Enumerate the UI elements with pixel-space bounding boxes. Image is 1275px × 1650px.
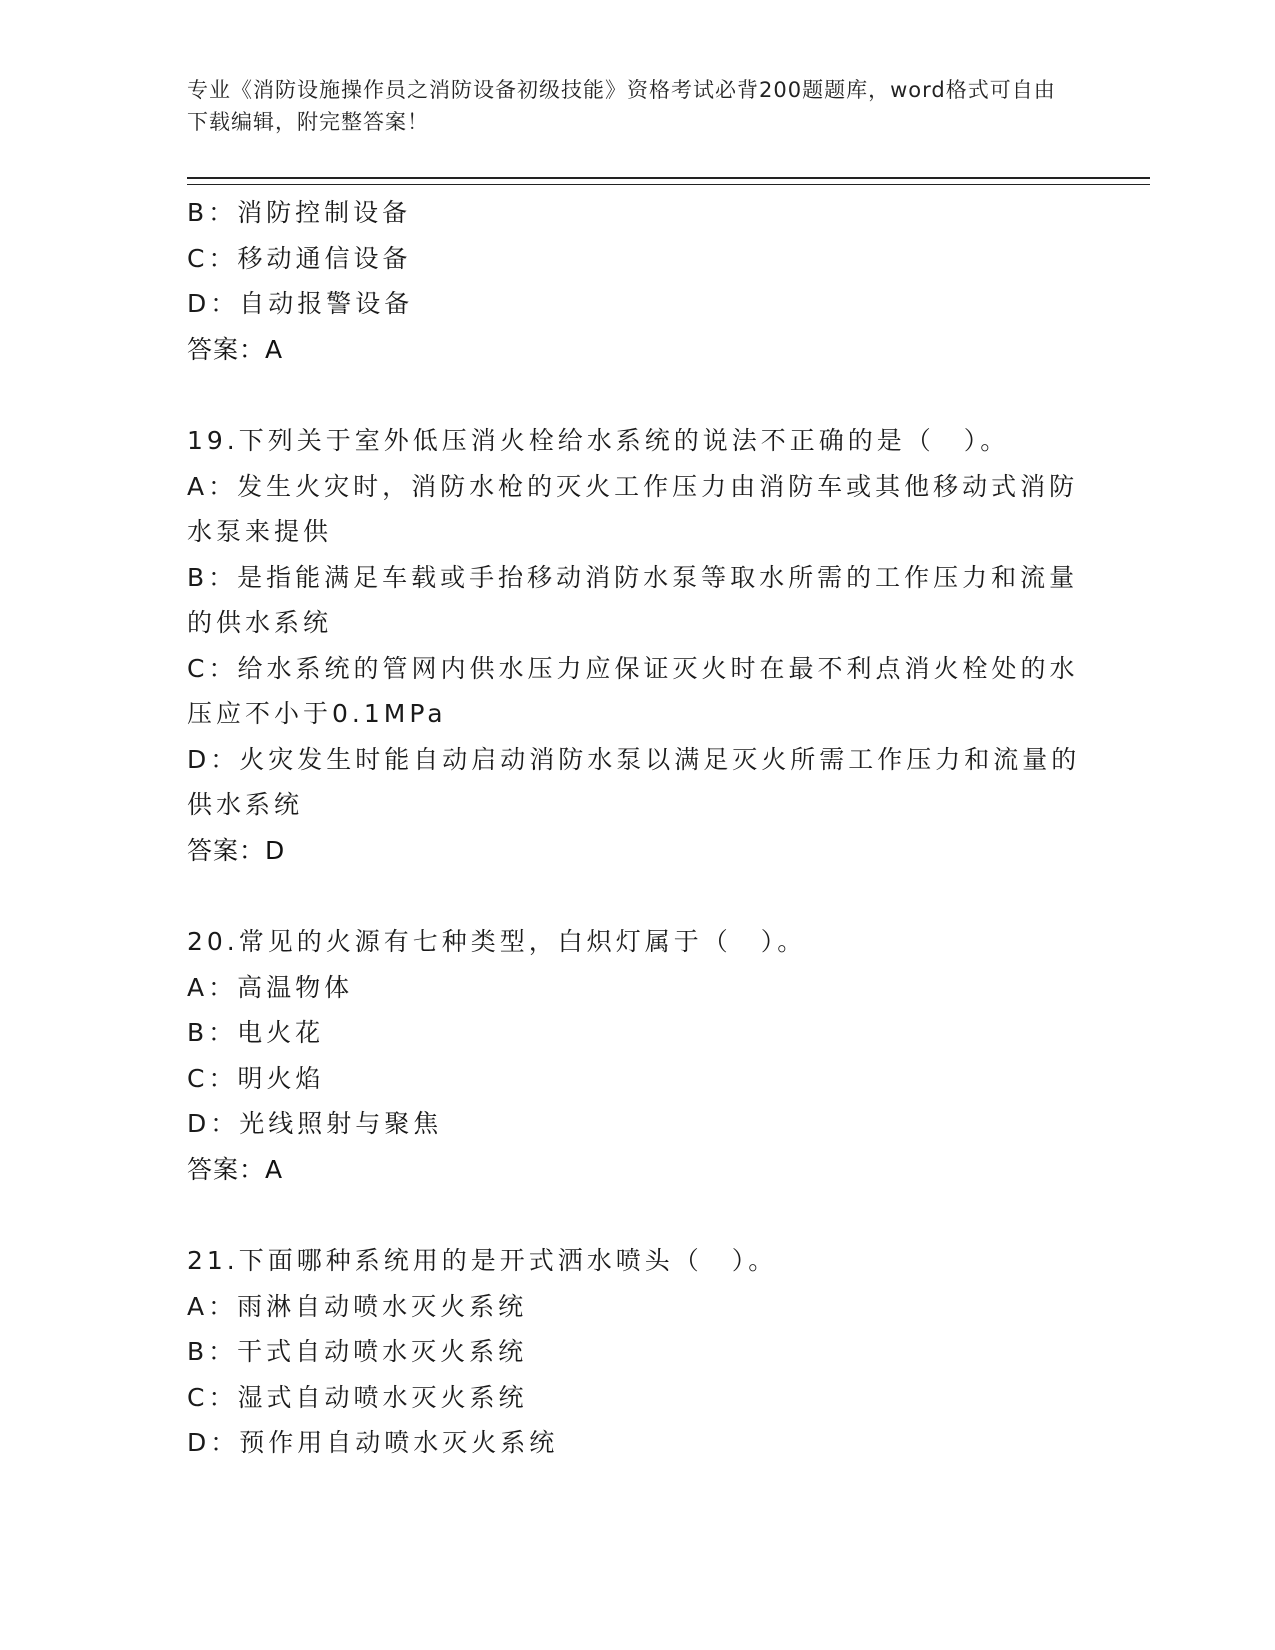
question-20 [187,919,1087,1192]
spacer [187,1192,1087,1238]
option-b: B：干式自动喷水灭火系统 [187,1337,528,1366]
option-b: B：电火花 [187,1018,325,1047]
option-d: D：火灾发生时能自动启动消防水泵以满足灭火所需工作压力和流量的供水系统 [187,744,1081,819]
option-d: D：光线照射与聚焦 [187,1109,443,1138]
question-stem: 21.下面哪种系统用的是开式洒水喷头（ ）。 [187,1246,778,1275]
question-content [187,190,1087,1466]
spacer [187,372,1087,418]
answer-line: 答案：D [187,835,286,865]
option-c: C：明火焰 [187,1063,325,1093]
option-a: A：发生火灾时，消防水枪的灭火工作压力由消防车或其他移动式消防水泵来提供 [187,471,1079,546]
question-21 [187,1238,1087,1466]
option-a: A：高温物体 [187,972,354,1002]
question-stem: 20.常见的火源有七种类型，白炽灯属于（ ）。 [187,927,807,956]
option-b: B：消防控制设备 [187,198,412,227]
option-b: B：是指能满足车载或手抬移动消防水泵等取水所需的工作压力和流量的供水系统 [187,562,1079,637]
option-a: A：雨淋自动喷水灭火系统 [187,1291,528,1321]
spacer [187,873,1087,919]
option-c: C：给水系统的管网内供水压力应保证灭火时在最不利点消火栓处的水压应不小于0.1MPa [187,653,1079,728]
header-divider [187,177,1150,185]
question-stem: 19.下列关于室外低压消火栓给水系统的说法不正确的是（ ）。 [187,426,1010,455]
answer-line: 答案：A [187,1154,284,1184]
option-d: D：自动报警设备 [187,289,414,318]
option-d: D：预作用自动喷水灭火系统 [187,1428,559,1457]
option-c: C：移动通信设备 [187,243,412,273]
answer-line: 答案：A [187,334,284,364]
question-19 [187,418,1087,873]
option-c: C：湿式自动喷水灭火系统 [187,1382,528,1412]
previous-question-tail [187,190,1087,372]
document-header: 专业《消防设施操作员之消防设备初级技能》资格考试必背200题题库，word格式可自由下载编辑，附完整答案！ [187,78,1056,134]
